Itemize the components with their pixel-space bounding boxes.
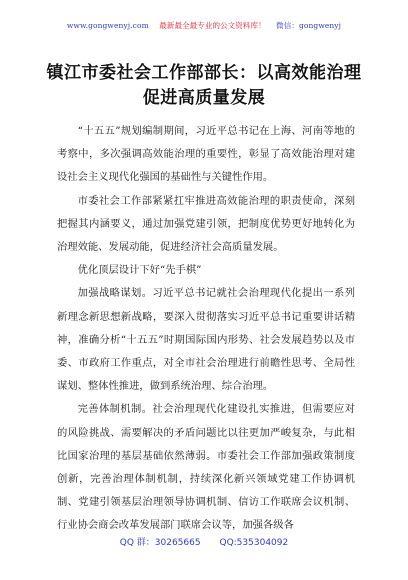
body-paragraph: 加强战略谋划。习近平总书记就社会治理现代化提出一系列新理念新思想新战略，要深入贯彻落实习近平总书记重要讲话精神，准确分析“十五五”时期国际国内形势、社会发展趋势以及市委、市政府工作重点，对全市社会治理进行前瞻性思考、全局性谋划、整体性推进，做到系统治理、综合治理。 <box>57 287 355 393</box>
header-wechat: 微信：gongwenyj <box>276 21 342 30</box>
site-url-link[interactable]: www.gongwenyj.com <box>66 21 149 30</box>
header-motto: 最新最全最专业的公文资料库！ <box>159 21 266 30</box>
page-footer <box>0 535 408 548</box>
document-body <box>57 120 355 538</box>
page-header <box>0 20 408 31</box>
document-title-line-2: 促进高质量发展 <box>142 88 266 108</box>
section-heading: 优化顶层设计下好“先手棋” <box>77 264 202 277</box>
footer-qq-number: QQ:535304092 <box>219 538 289 548</box>
document-title-line-1: 镇江市委社会工作部部长：以高效能治理 <box>46 63 362 83</box>
body-paragraph: 市委社会工作部紧紧扛牢推进高效能治理的职责使命，深刻把握其内涵要义，通过加强党建引领，把制度优势更好地转化为治理效能、发展动能，促进经济社会高质量发展。 <box>57 194 355 254</box>
footer-qq-group: QQ 群：30265665 <box>119 538 201 548</box>
body-paragraph: 完善体制机制。社会治理现代化建设扎实推进，但需要应对的风险挑战、需要解决的矛盾问题比以往更加严峻复杂，与此相比国家治理的基层基础依然薄弱。市委社会工作部加强政策制度创新，完善治理体制机制，持续深化新兴领域党建工作协调机制、党建引领基层治理领导协调机制、信访工作联席会议机制、行业协会商会改革发展部门联席会议等，加强各级各 <box>57 403 355 532</box>
body-paragraph: “十五五”规划编制期间，习近平总书记在上海、河南等地的考察中，多次强调高效能治理的重要性，彰显了高效能治理对建设社会主义现代化强国的基础性与关键性作用。 <box>57 125 355 184</box>
